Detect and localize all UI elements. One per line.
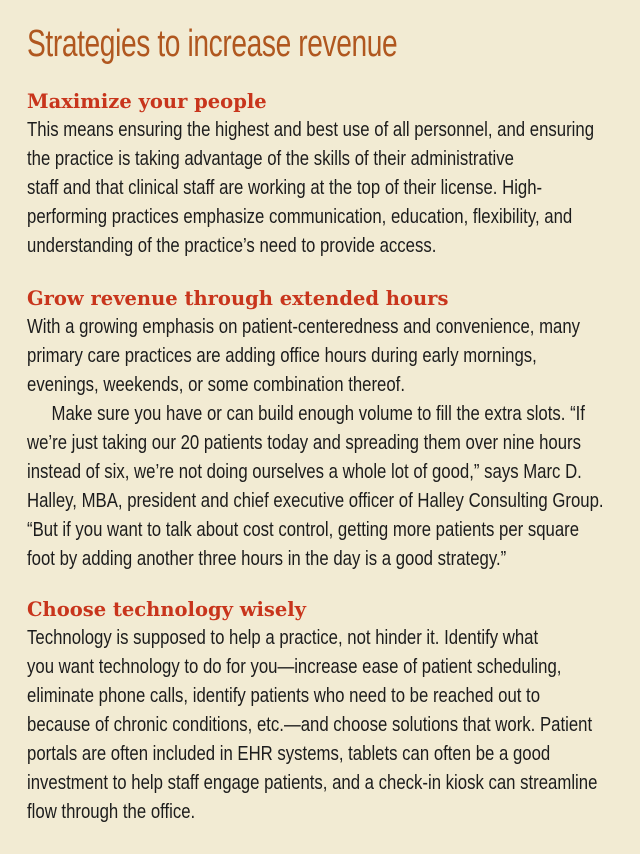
text-line: eliminate phone calls, identify patients who need to be reached out to [27, 684, 541, 707]
text-line: staff and that clinical staff are working at the top of their license. High- [27, 176, 543, 199]
text-line: evenings, weekends, or some combination thereof. [27, 373, 405, 396]
text-line: portals are often included in EHR systems, tablets can often be a good [27, 742, 551, 765]
section-extended-hours [27, 286, 640, 573]
text-line: performing practices emphasize communication, education, flexibility, and [27, 205, 573, 228]
text-line: primary care practices are adding office hours during early mornings, [27, 344, 537, 367]
text-line: foot by adding another three hours in the day is a good strategy.” [27, 547, 507, 570]
text-line: With a growing emphasis on patient-centeredness and convenience, many [27, 315, 581, 338]
section-technology [27, 597, 640, 826]
text-line: the practice is taking advantage of the skills of their administrative [27, 147, 514, 170]
text-line: you want technology to do for you—increase ease of patient scheduling, [27, 655, 562, 678]
section-paragraph [27, 115, 623, 260]
text-line: Technology is supposed to help a practice, not hinder it. Identify what [27, 626, 539, 649]
section-heading: Maximize your people [27, 90, 267, 113]
text-line: understanding of the practice’s need to provide access. [27, 234, 437, 257]
text-line: “But if you want to talk about cost control, getting more patients per square [27, 518, 580, 541]
text-line: because of chronic conditions, etc.—and choose solutions that work. Patient [27, 713, 593, 736]
text-line: This means ensuring the highest and best use of all personnel, and ensuring [27, 118, 595, 141]
section-heading: Choose technology wisely [27, 598, 307, 621]
text-line: instead of six, we’re not doing ourselves a whole lot of good,” says Marc D. [27, 460, 582, 483]
section-heading: Grow revenue through extended hours [27, 287, 449, 310]
text-line: investment to help staff engage patients, and a check-in kiosk can streamline [27, 771, 598, 794]
section-paragraph [27, 623, 623, 826]
section-paragraph [27, 312, 623, 399]
text-line: we’re just taking our 20 patients today and spreading them over nine hours [27, 431, 581, 454]
text-line: Make sure you have or can build enough volume to fill the extra slots. “If [51, 402, 585, 425]
section-maximize-people [27, 89, 640, 260]
sidebar-title: Strategies to increase revenue [27, 23, 398, 65]
text-line: Halley, MBA, president and chief executive officer of Halley Consulting Group. [27, 489, 604, 512]
text-line: flow through the office. [27, 800, 196, 823]
section-paragraph [27, 399, 623, 573]
